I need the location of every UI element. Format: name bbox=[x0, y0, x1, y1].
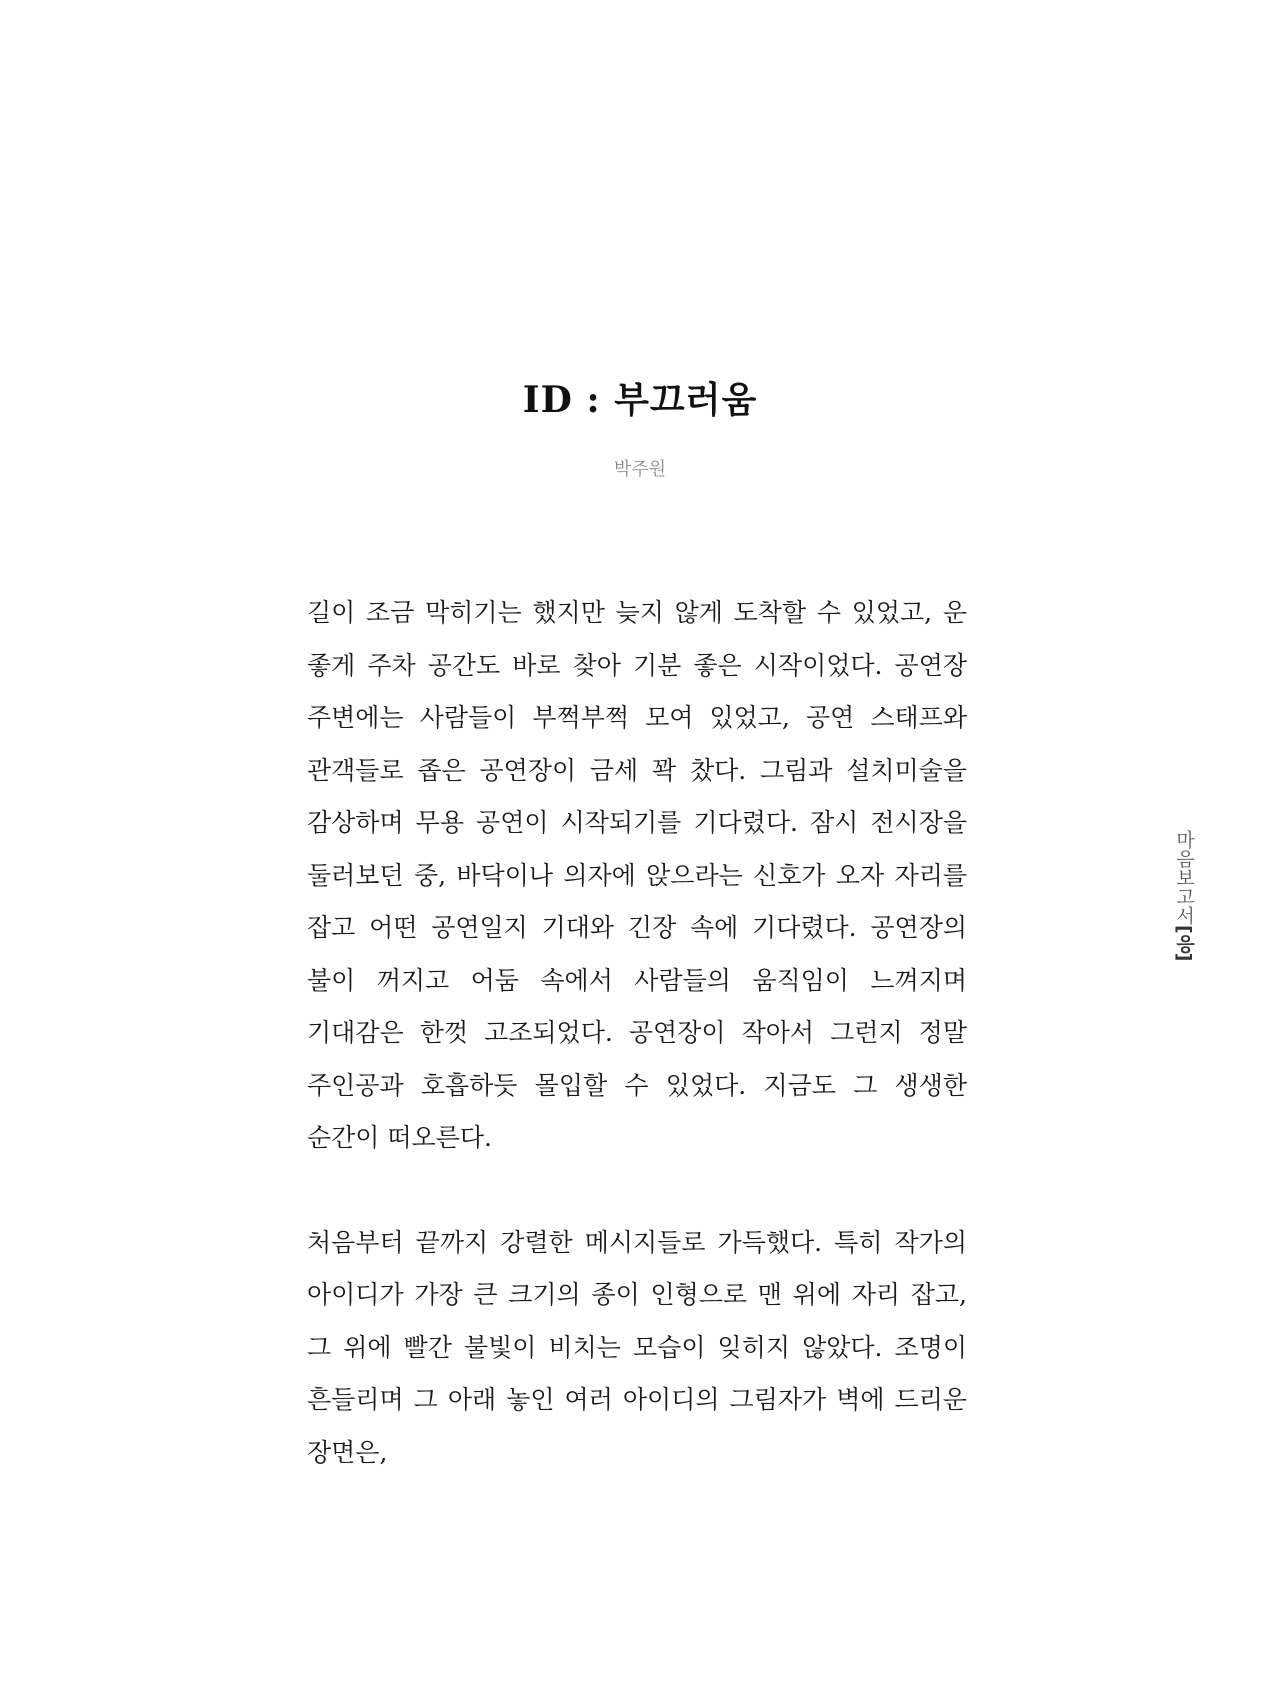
side-tab-open-bracket: [ bbox=[1173, 925, 1195, 934]
side-tab-close-bracket: ] bbox=[1173, 952, 1195, 962]
article-body bbox=[307, 587, 967, 1479]
article-title: ID : 부끄러움 bbox=[522, 379, 758, 421]
author-name: 박주원 bbox=[613, 459, 667, 480]
section-side-tab bbox=[1170, 830, 1200, 980]
side-tab-label: 마음보고서 bbox=[1173, 830, 1195, 925]
paragraph-2: 처음부터 끝까지 강렬한 메시지들로 가득했다. 특히 작가의 아이디가 가장 큰 크기의 종이 인형으로 맨 위에 자리 잡고, 그 위에 빨간 불빛이 비치는 모습이 잊히지 않았다. 조명이 흔들리며 그 아래 놓인 여러 아이디의 그림자가 벽에 드리운 장면은, bbox=[307, 1227, 967, 1467]
side-tab-badge: 응 bbox=[1173, 933, 1195, 953]
paragraph-1: 길이 조금 막히기는 했지만 늦지 않게 도착할 수 있었고, 운 좋게 주차 공간도 바로 찾아 기분 좋은 시작이었다. 공연장 주변에는 사람들이 부쩍부쩍 모여 있었고, 공연 스태프와 관객들로 좁은 공연장이 금세 꽉 찼다. 그림과 설치미술을 감상하며 무용 공연이 시작되기를 기다렸다. 잠시 전시장을 둘러보던 중, 바닥이나 의자에 앉으라는 신호가 오자 자리를 잡고 어떤 공연일지 기대와 긴장 속에 기다렸다. 공연장의 불이 꺼지고 어둠 속에서 사람들의 움직임이 느껴지며 기대감은 한껏 고조되었다. 공연장이 작아서 그런지 정말 주인공과 호흡하듯 몰입할 수 있었다. 지금도 그 생생한 순간이 떠오른다. bbox=[307, 598, 967, 1152]
side-tab-text bbox=[1170, 830, 1198, 961]
